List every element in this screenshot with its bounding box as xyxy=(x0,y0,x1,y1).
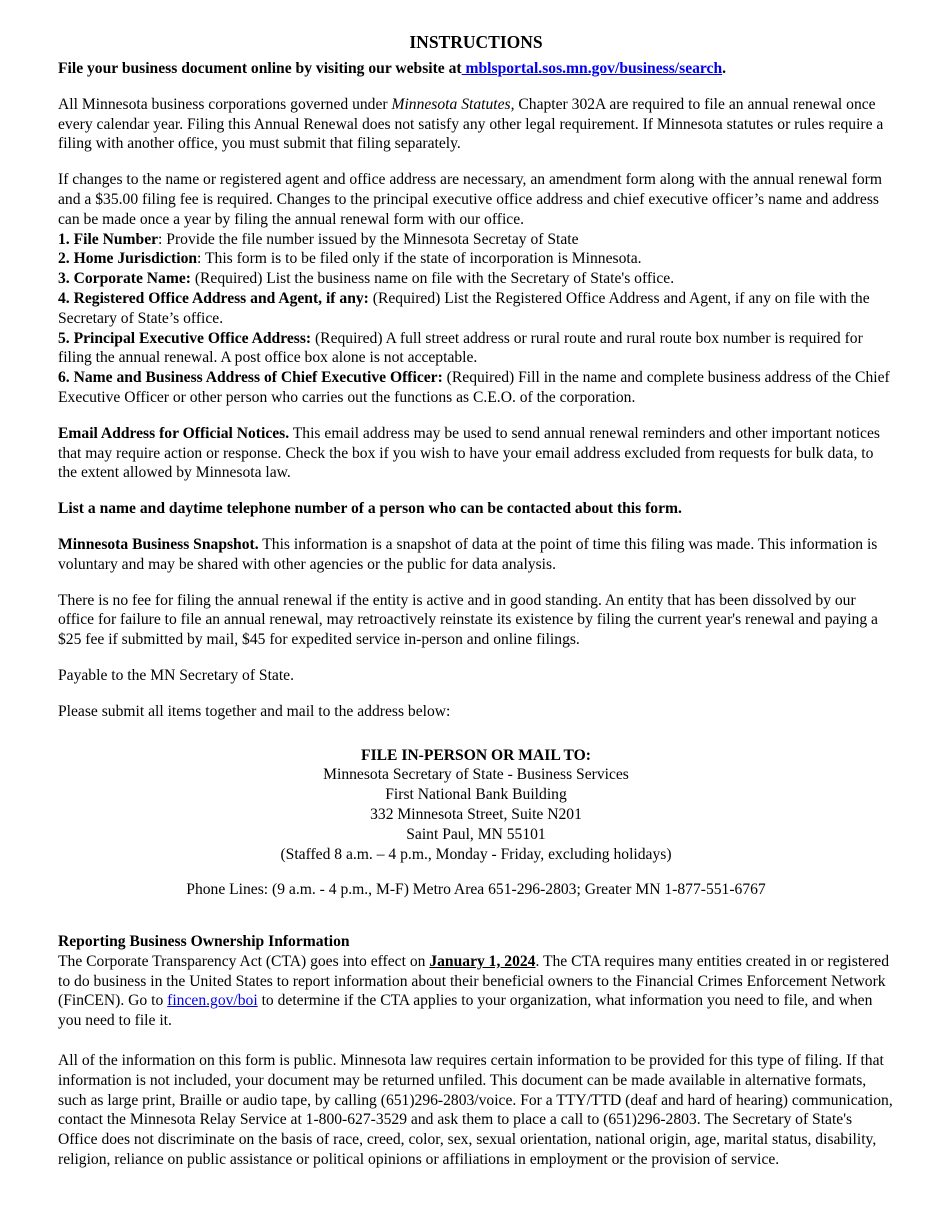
cta-effective-date: January 1, 2024 xyxy=(429,952,536,970)
payable-line: Payable to the MN Secretary of State. xyxy=(58,666,295,684)
intro-paragraph-1 xyxy=(58,95,894,154)
item-label: 4. Registered Office Address and Agent, if any: xyxy=(58,289,369,307)
item-label: 5. Principal Executive Office Address: xyxy=(58,329,312,347)
intro-paragraph-2: If changes to the name or registered agent and office address are necessary, an amendment form along with the annual renewal form and a $35.00 filing fee is required. Changes to the principal executive office address and chief executive officer’s name and address can be made once a year by filing the annual renewal form with our office. xyxy=(58,171,882,228)
cta-text-b: . The CTA requires many entities created in or registered to do business in the United States to report information about their beneficial owners to the Financial Crimes Enforcement Network (FinCEN). Go to xyxy=(58,952,889,1010)
snapshot-paragraph xyxy=(58,535,894,575)
mailing-address-block xyxy=(58,746,894,865)
instructions-page xyxy=(58,32,894,1170)
cta-paragraph xyxy=(58,952,894,1031)
statutes-italic: Minnesota Statutes, xyxy=(391,95,515,113)
cta-heading-text: Reporting Business Ownership Information xyxy=(58,933,350,951)
address-heading-text: FILE IN-PERSON OR MAIL TO: xyxy=(361,746,591,764)
list-item xyxy=(58,289,894,329)
address-line: 332 Minnesota Street, Suite N201 xyxy=(370,805,582,823)
item-text: : Provide the file number issued by the Minnesota Secretay of State xyxy=(158,230,579,248)
intro-p1-rest: Chapter 302A are required to file an annual renewal once every calendar year. Filing this Annual Renewal does not satisfy any other legal requirement. If Minnesota statutes or rules require a filing with another office, you must submit that filing separately. xyxy=(58,95,884,153)
item-label: 3. Corporate Name: xyxy=(58,270,191,288)
field-instructions-list xyxy=(58,230,894,408)
list-item xyxy=(58,368,894,408)
page-title: INSTRUCTIONS xyxy=(409,32,543,52)
file-online-prefix: File your business document online by visiting our website at xyxy=(58,60,462,77)
contact-instruction xyxy=(58,499,894,519)
list-item xyxy=(58,249,894,269)
item-text: : This form is to be filed only if the state of incorporation is Minnesota. xyxy=(197,250,642,268)
office-hours: (Staffed 8 a.m. – 4 p.m., Monday - Friday, excluding holidays) xyxy=(280,845,672,863)
email-label: Email Address for Official Notices. xyxy=(58,424,290,442)
snapshot-text: This information is a snapshot of data at the point of time this filing was made. This information is voluntary and may be shared with other agencies or the public for data analysis. xyxy=(58,535,878,573)
item-label: 6. Name and Business Address of Chief Executive Officer: xyxy=(58,369,443,387)
cta-section xyxy=(58,932,894,1031)
file-online-suffix: . xyxy=(722,60,727,77)
list-item xyxy=(58,329,894,369)
cta-text-c: to determine if the CTA applies to your organization, what information you need to file, and when you need to file it. xyxy=(58,992,873,1030)
item-text: (Required) A full street address or rural route and rural route box number is required for filing the annual renewal. A post office box alone is not acceptable. xyxy=(58,329,863,367)
email-notice-paragraph xyxy=(58,424,894,483)
address-line: First National Bank Building xyxy=(385,786,567,804)
item-label: 1. File Number xyxy=(58,230,159,248)
email-text: This email address may be used to send annual renewal reminders and other important notices that may require action or response. Check the box if you wish to have your email address excluded from requests for bulk data, to the extent allowed by Minnesota law. xyxy=(58,424,880,482)
fincen-link[interactable]: fincen.gov/boi xyxy=(167,992,258,1010)
item-text: (Required) List the business name on file with the Secretary of State's office. xyxy=(190,270,675,288)
item-text: (Required) List the Registered Office Address and Agent, if any on file with the Secretary of State’s office. xyxy=(58,289,870,327)
address-heading xyxy=(58,746,894,766)
cta-heading xyxy=(58,932,894,952)
fee-paragraph: There is no fee for filing the annual renewal if the entity is active and in good standing. An entity that has been dissolved by our office for failure to file an annual renewal, may retroactively reinstate its existence by filing the current year's renewal and paying a $25 fee if submitted by mail, $45 for expedited service in-person and online filings. xyxy=(58,591,878,649)
submit-line: Please submit all items together and mail to the address below: xyxy=(58,702,451,720)
business-search-link[interactable]: mblsportal.sos.mn.gov/business/search xyxy=(461,60,723,77)
address-line: Saint Paul, MN 55101 xyxy=(406,825,546,843)
file-online-line xyxy=(58,59,894,79)
item-text: (Required) Fill in the name and complete business address of the Chief Executive Officer or other person who carries out the functions as C.E.O. of the corporation. xyxy=(58,369,890,406)
address-line: Minnesota Secretary of State - Business Services xyxy=(323,766,629,784)
cta-text-a: The Corporate Transparency Act (CTA) goes into effect on xyxy=(58,952,430,970)
public-information-paragraph: All of the information on this form is public. Minnesota law requires certain information to be provided for this type of filing. If that information is not included, your document may be returned unfiled. This document can be made available in alternative formats, such as large print, Braille or audio tape, by calling (651)296-2803/voice. For a TTY/TTD (deaf and hard of hearing) communication, contact the Minnesota Relay Service at 1-800-627-3529 and ask them to place a call to (651)296-2803. The Secretary of State's Office does not discriminate on the basis of race, creed, color, sex, sexual orientation, national origin, age, marital status, disability, religion, reliance on public assistance or political opinions or affiliations in employment or the provision of service. xyxy=(58,1052,893,1169)
intro-p1-text: All Minnesota business corporations governed under xyxy=(58,95,392,113)
list-item xyxy=(58,230,894,250)
list-item xyxy=(58,269,894,289)
item-label: 2. Home Jurisdiction xyxy=(58,250,198,268)
contact-text: List a name and daytime telephone number of a person who can be contacted about this form. xyxy=(58,500,682,518)
phone-lines: Phone Lines: (9 a.m. - 4 p.m., M-F) Metro Area 651-296-2803; Greater MN 1-877-551-6767 xyxy=(186,881,766,899)
snapshot-label: Minnesota Business Snapshot. xyxy=(58,535,259,553)
